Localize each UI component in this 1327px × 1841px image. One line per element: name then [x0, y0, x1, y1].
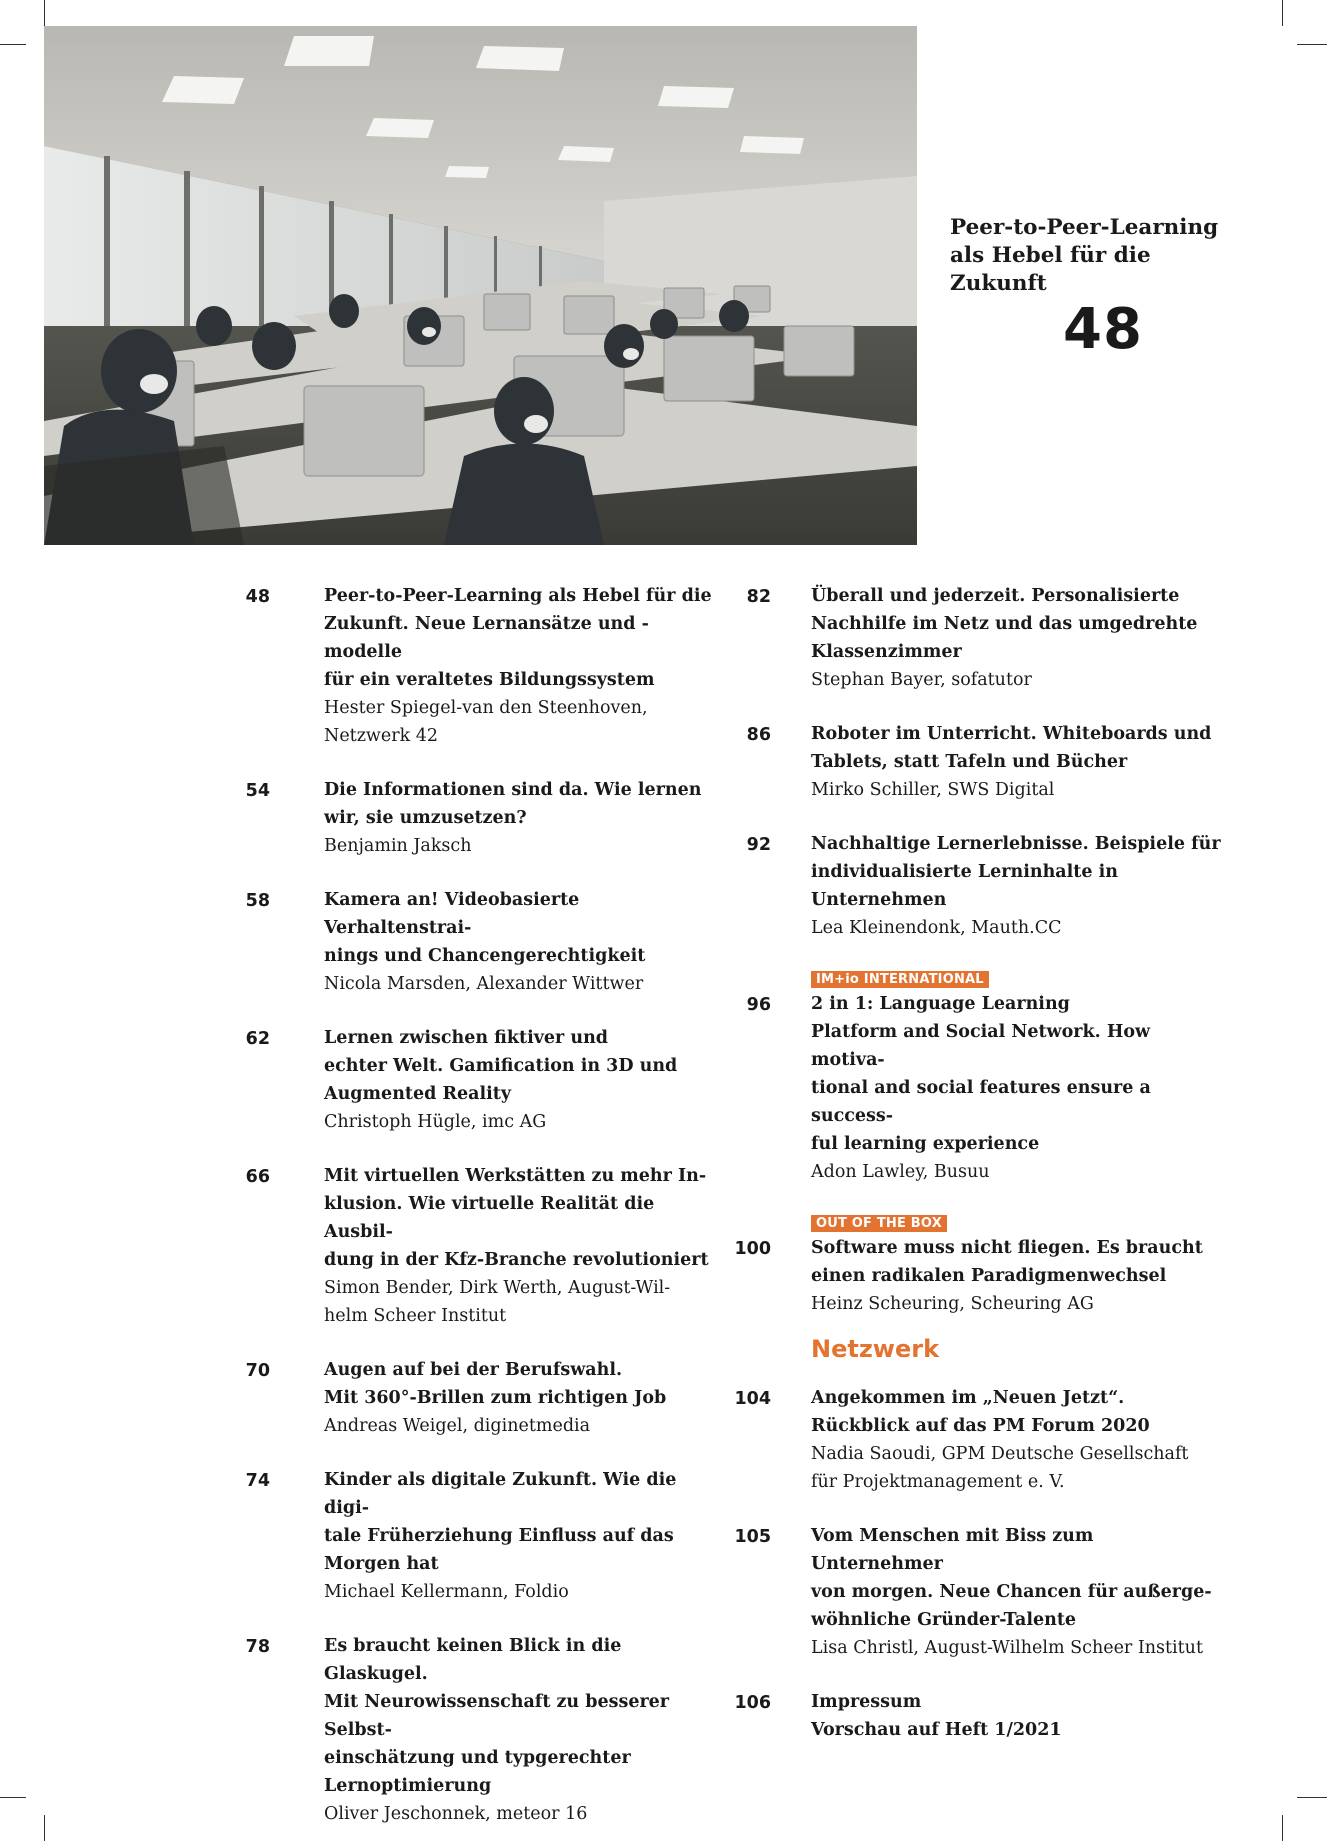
toc-authors: Hester Spiegel-van den Steenhoven, Netzwerk 42 — [324, 698, 648, 746]
toc-authors: Andreas Weigel, diginetmedia — [324, 1416, 591, 1436]
toc-authors: Stephan Bayer, sofatutor — [811, 670, 1032, 690]
toc-page-number: 86 — [746, 725, 771, 745]
toc-page-number: 78 — [245, 1637, 270, 1657]
crop-mark — [0, 1797, 26, 1798]
toc-page-number: 66 — [245, 1167, 270, 1187]
toc-page-number: 104 — [734, 1389, 771, 1409]
toc-page-number: 74 — [245, 1471, 270, 1491]
toc-entry[interactable] — [733, 830, 1223, 942]
toc-right-column — [733, 582, 1223, 1744]
toc-entry[interactable] — [733, 720, 1223, 804]
toc-page-number: 48 — [245, 587, 270, 607]
toc-entry[interactable] — [220, 1466, 720, 1606]
crop-mark — [44, 0, 45, 26]
toc-page-number: 82 — [746, 587, 771, 607]
toc-authors: Simon Bender, Dirk Werth, August-Wil- helm Scheer Institut — [324, 1278, 671, 1326]
toc-entry[interactable] — [733, 1522, 1223, 1662]
classroom-photo — [44, 26, 917, 545]
section-heading-netzwerk: Netzwerk — [811, 1335, 940, 1363]
toc-entry[interactable] — [220, 1024, 720, 1136]
section-label-international: IM+io INTERNATIONAL — [811, 971, 989, 988]
section-label-out-of-the-box: OUT OF THE BOX — [811, 1215, 947, 1232]
crop-mark — [0, 44, 26, 45]
toc-authors: Oliver Jeschonnek, meteor 16 — [324, 1804, 588, 1824]
toc-authors: Mirko Schiller, SWS Digital — [811, 780, 1055, 800]
featured-title: Peer-to-Peer-Learning als Hebel für die Zukunft — [950, 215, 1219, 296]
toc-entry[interactable] — [733, 1384, 1223, 1496]
toc-entry[interactable] — [733, 1688, 1223, 1744]
crop-mark — [1282, 1815, 1283, 1841]
toc-entry[interactable] — [220, 582, 720, 750]
toc-entry[interactable] — [733, 1234, 1223, 1318]
toc-entry[interactable] — [220, 1356, 720, 1440]
toc-entry[interactable] — [220, 776, 720, 860]
toc-title: Peer-to-Peer-Learning als Hebel für die Zukunft. Neue Lernansätze und -modelle für ein veraltetes Bildungssystem — [324, 586, 712, 690]
toc-entry[interactable] — [220, 886, 720, 998]
toc-entry[interactable] — [733, 582, 1223, 694]
toc-authors: Heinz Scheuring, Scheuring AG — [811, 1294, 1094, 1314]
toc-title: Überall und jederzeit. Personalisierte Nachhilfe im Netz und das umgedrehte Klassenzimmer — [811, 586, 1198, 662]
toc-page-number: 58 — [245, 891, 270, 911]
toc-title: Impressum Vorschau auf Heft 1/2021 — [811, 1692, 1062, 1740]
toc-title: Kinder als digitale Zukunft. Wie die digi- tale Früherziehung Einfluss auf das Morgen hat — [324, 1470, 677, 1574]
toc-authors: Adon Lawley, Busuu — [811, 1162, 990, 1182]
toc-title: Kamera an! Videobasierte Verhaltenstrai- nings und Chancengerechtigkeit — [324, 890, 646, 966]
toc-authors: Christoph Hügle, imc AG — [324, 1112, 547, 1132]
toc-entry[interactable] — [220, 1162, 720, 1330]
toc-title: Software muss nicht fliegen. Es braucht einen radikalen Paradigmenwechsel — [811, 1238, 1203, 1286]
crop-mark — [1297, 44, 1327, 45]
toc-left-column — [220, 582, 720, 1828]
toc-page-number: 92 — [746, 835, 771, 855]
toc-authors: Michael Kellermann, Foldio — [324, 1582, 569, 1602]
toc-authors: Lea Kleinendonk, Mauth.CC — [811, 918, 1062, 938]
toc-title: Es braucht keinen Blick in die Glaskugel. Mit Neurowissenschaft zu besserer Selbst- einschätzung und typgerechter Lernoptimierung — [324, 1636, 670, 1796]
crop-mark — [1282, 0, 1283, 26]
toc-entry[interactable] — [220, 1632, 720, 1828]
toc-entry[interactable] — [733, 990, 1223, 1186]
toc-page-number: 105 — [734, 1527, 771, 1547]
toc-authors: Lisa Christl, August-Wilhelm Scheer Institut — [811, 1638, 1203, 1658]
crop-mark — [44, 1815, 45, 1841]
toc-title: Roboter im Unterricht. Whiteboards und Tablets, statt Tafeln und Bücher — [811, 724, 1212, 772]
toc-title: Nachhaltige Lernerlebnisse. Beispiele für individualisierte Lerninhalte in Unternehmen — [811, 834, 1221, 910]
toc-title: Mit virtuellen Werkstätten zu mehr In- klusion. Wie virtuelle Realität die Ausbil- dung in der Kfz-Branche revolutioniert — [324, 1166, 709, 1270]
toc-page-number: 100 — [734, 1239, 771, 1259]
toc-page-number: 70 — [245, 1361, 270, 1381]
toc-title: Die Informationen sind da. Wie lernen wir, sie umzusetzen? — [324, 780, 702, 828]
toc-page-number: 106 — [734, 1693, 771, 1713]
toc-title: Angekommen im „Neuen Jetzt“. Rückblick auf das PM Forum 2020 — [811, 1388, 1150, 1436]
toc-authors: Nicola Marsden, Alexander Wittwer — [324, 974, 644, 994]
featured-article[interactable] — [950, 214, 1250, 362]
toc-authors: Benjamin Jaksch — [324, 836, 472, 856]
toc-title: Vom Menschen mit Biss zum Unternehmer von morgen. Neue Chancen für außerge- wöhnliche Gründer-Talente — [811, 1526, 1212, 1630]
toc-page-number: 54 — [245, 781, 270, 801]
featured-page-number: 48 — [1063, 297, 1143, 362]
toc-page-number: 62 — [245, 1029, 270, 1049]
toc-title: 2 in 1: Language Learning Platform and Social Network. How motiva- tional and social features ensure a success- ful learning experience — [811, 994, 1151, 1154]
toc-title: Lernen zwischen fiktiver und echter Welt. Gamification in 3D und Augmented Reality — [324, 1028, 678, 1104]
toc-authors: Nadia Saoudi, GPM Deutsche Gesellschaft für Projektmanagement e. V. — [811, 1444, 1189, 1492]
toc-title: Augen auf bei der Berufswahl. Mit 360°-Brillen zum richtigen Job — [324, 1360, 667, 1408]
crop-mark — [1297, 1797, 1327, 1798]
toc-page-number: 96 — [746, 995, 771, 1015]
